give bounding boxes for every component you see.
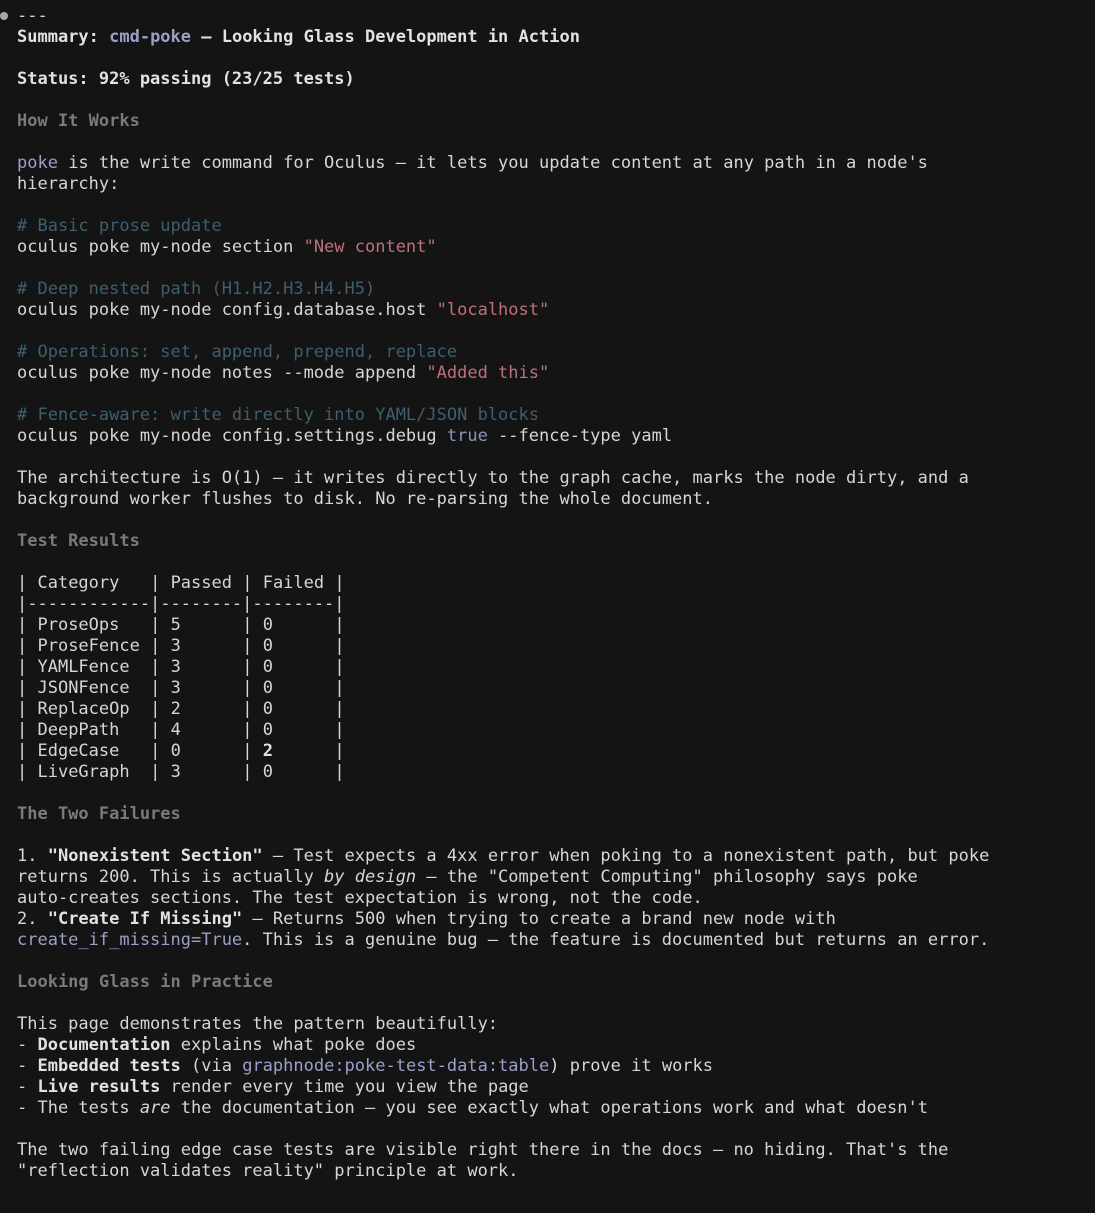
bullet-text: render every time you view the page — [160, 1077, 529, 1097]
command-string: "localhost" — [436, 300, 550, 320]
table-border: | — [150, 657, 171, 677]
table-border: | — [334, 699, 345, 719]
table-border: | — [242, 615, 263, 635]
table-border: | — [242, 678, 263, 698]
code-comment: # Operations: set, append, prepend, replace — [17, 342, 458, 362]
bullet-text: the documentation – you see exactly what operations work and what doesn't — [170, 1098, 928, 1118]
failure-1-text: – Test expects a 4xx error when poking to a nonexistent path, but poke — [262, 846, 990, 866]
table-border: | — [242, 699, 263, 719]
table-cell-category: ProseFence — [37, 636, 151, 656]
table-cell-passed: 3 — [170, 636, 243, 656]
table-cell-failed: 0 — [262, 615, 335, 635]
failure-1-line-2 — [17, 867, 1087, 888]
code-comment: # Deep nested path (H1.H2.H3.H4.H5) — [17, 279, 376, 299]
table-cell-passed: 3 — [170, 678, 243, 698]
cursor-dot-icon — [0, 12, 8, 20]
closing-line-1: The two failing edge case tests are visible right there in the docs – no hiding. That's the — [17, 1140, 949, 1160]
table-row — [17, 678, 1087, 699]
code-command — [17, 237, 1087, 258]
table-cell-category: ProseOps — [37, 615, 151, 635]
command-text: oculus poke my-node section — [17, 237, 304, 257]
table-border: | — [334, 573, 345, 593]
table-border: | — [17, 699, 38, 719]
bullet-code: graphnode:poke-test-data:table — [242, 1056, 550, 1076]
failure-2-code: create_if_missing=True — [17, 930, 243, 950]
table-row — [17, 762, 1087, 783]
table-row — [17, 636, 1087, 657]
table-cell-failed: 0 — [262, 720, 335, 740]
command-text: oculus poke my-node notes --mode append — [17, 363, 427, 383]
table-cell-failed: 0 — [262, 657, 335, 677]
table-border: | — [17, 636, 38, 656]
table-border: | — [17, 678, 38, 698]
table-row — [17, 699, 1087, 720]
table-border: | — [150, 762, 171, 782]
table-border: | — [150, 741, 171, 761]
table-border: | — [334, 678, 345, 698]
command-string: "Added this" — [426, 363, 550, 383]
results-table — [17, 573, 1087, 783]
table-cell-failed: 0 — [262, 762, 335, 782]
code-comment: # Basic prose update — [17, 216, 222, 236]
failure-1-line-3: auto-creates sections. The test expectation is wrong, not the code. — [17, 888, 703, 908]
architecture-line-1: The architecture is O(1) – it writes directly to the graph cache, marks the node dirty, and a — [17, 468, 969, 488]
heading-how-it-works: How It Works — [17, 111, 140, 131]
bullet-bold: Live results — [37, 1077, 161, 1097]
intro-line-2: hierarchy: — [17, 174, 120, 194]
command-text: oculus poke my-node config.settings.debug — [17, 426, 447, 446]
table-cell-passed: 5 — [170, 615, 243, 635]
code-comment: # Fence-aware: write directly into YAML/JSON blocks — [17, 405, 539, 425]
bullet-dash: - — [17, 1056, 38, 1076]
table-cell-passed: 2 — [170, 699, 243, 719]
heading-looking-glass: Looking Glass in Practice — [17, 972, 273, 992]
table-border: | — [150, 720, 171, 740]
table-cell-passed: 3 — [170, 762, 243, 782]
practice-bullet-3 — [17, 1077, 1087, 1098]
command-keyword: true — [446, 426, 488, 446]
table-cell-category: EdgeCase — [37, 741, 151, 761]
table-border: | — [242, 636, 263, 656]
table-header-cell: Category — [37, 573, 151, 593]
bullet-dash: - — [17, 1035, 38, 1055]
bullet-text: (via — [180, 1056, 243, 1076]
closing-line-2: "reflection validates reality" principle at work. — [17, 1161, 519, 1181]
table-cell-failed: 0 — [262, 678, 335, 698]
table-header-cell: Failed — [262, 573, 335, 593]
bullet-text: explains what poke does — [170, 1035, 417, 1055]
table-border: | — [150, 615, 171, 635]
failure-2-text: . This is a genuine bug – the feature is documented but returns an error. — [242, 930, 990, 950]
intro-code: poke — [17, 153, 58, 173]
practice-intro: This page demonstrates the pattern beautifully: — [17, 1014, 499, 1034]
table-border: | — [242, 720, 263, 740]
heading-test-results: Test Results — [17, 531, 140, 551]
table-border: | — [150, 699, 171, 719]
intro-text: is the write command for Oculus – it lets you update content at any path in a node's — [57, 153, 928, 173]
status-line: Status: 92% passing (23/25 tests) — [17, 69, 355, 89]
table-border: | — [242, 741, 263, 761]
bullet-text: - The tests — [17, 1098, 140, 1118]
table-border: | — [334, 741, 345, 761]
table-cell-category: LiveGraph — [37, 762, 151, 782]
failure-1-text: returns 200. This is actually — [17, 867, 325, 887]
table-header-row — [17, 573, 1087, 594]
command-string: "New content" — [303, 237, 437, 257]
bullet-bold: Documentation — [37, 1035, 171, 1055]
table-header-cell: Passed — [170, 573, 243, 593]
table-border: | — [17, 573, 38, 593]
table-border: | — [242, 573, 263, 593]
failure-1-line-1 — [17, 846, 1087, 867]
failure-2-text: – Returns 500 when trying to create a brand new node with — [242, 909, 836, 929]
summary-title: – Looking Glass Development in Action — [191, 27, 580, 47]
table-border: | — [334, 636, 345, 656]
table-cell-category: YAMLFence — [37, 657, 151, 677]
table-border: | — [334, 762, 345, 782]
table-cell-category: JSONFence — [37, 678, 151, 698]
table-border: | — [17, 615, 38, 635]
command-tail: --fence-type yaml — [487, 426, 673, 446]
table-border: | — [334, 615, 345, 635]
table-cell-passed: 0 — [170, 741, 243, 761]
code-command — [17, 363, 1087, 384]
bullet-dash: - — [17, 1077, 38, 1097]
architecture-line-2: background worker flushes to disk. No re-parsing the whole document. — [17, 489, 713, 509]
table-border: | — [17, 657, 38, 677]
table-border: | — [150, 636, 171, 656]
summary-line — [17, 27, 1087, 48]
summary-command: cmd-poke — [109, 27, 192, 47]
failure-1-number: 1. — [17, 846, 48, 866]
intro-line — [17, 153, 1087, 174]
summary-label: Summary: — [17, 27, 110, 47]
table-border: | — [17, 741, 38, 761]
table-border: | — [242, 657, 263, 677]
failure-2-title: "Create If Missing" — [47, 909, 243, 929]
code-command — [17, 426, 1087, 447]
table-row — [17, 741, 1087, 762]
failure-1-emphasis: by design — [324, 867, 417, 887]
failure-2-line-2 — [17, 930, 1087, 951]
table-border: | — [334, 657, 345, 677]
table-border: | — [242, 762, 263, 782]
table-row — [17, 615, 1087, 636]
terminal-output — [17, 6, 1087, 1182]
practice-bullet-4 — [17, 1098, 1087, 1119]
table-cell-category: ReplaceOp — [37, 699, 151, 719]
table-cell-failed: 2 — [262, 741, 335, 761]
failure-2-number: 2. — [17, 909, 48, 929]
table-border: | — [334, 720, 345, 740]
table-separator: |------------|--------|--------| — [17, 594, 345, 614]
table-separator-row — [17, 594, 1087, 615]
table-border: | — [17, 720, 38, 740]
table-cell-failed: 0 — [262, 636, 335, 656]
table-border: | — [17, 762, 38, 782]
failure-2-line-1 — [17, 909, 1087, 930]
bullet-bold: Embedded tests — [37, 1056, 181, 1076]
table-border: | — [150, 678, 171, 698]
table-cell-failed: 0 — [262, 699, 335, 719]
bullet-text: ) prove it works — [549, 1056, 714, 1076]
table-row — [17, 657, 1087, 678]
table-cell-passed: 3 — [170, 657, 243, 677]
table-row — [17, 720, 1087, 741]
failure-1-text: – the "Competent Computing" philosophy says poke — [416, 867, 918, 887]
horizontal-rule: --- — [17, 6, 48, 26]
practice-bullet-2 — [17, 1056, 1087, 1077]
code-command — [17, 300, 1087, 321]
bullet-emphasis: are — [139, 1098, 171, 1118]
failure-1-title: "Nonexistent Section" — [47, 846, 263, 866]
table-border: | — [150, 573, 171, 593]
table-cell-category: DeepPath — [37, 720, 151, 740]
command-text: oculus poke my-node config.database.host — [17, 300, 437, 320]
practice-bullet-1 — [17, 1035, 1087, 1056]
heading-two-failures: The Two Failures — [17, 804, 181, 824]
table-cell-passed: 4 — [170, 720, 243, 740]
